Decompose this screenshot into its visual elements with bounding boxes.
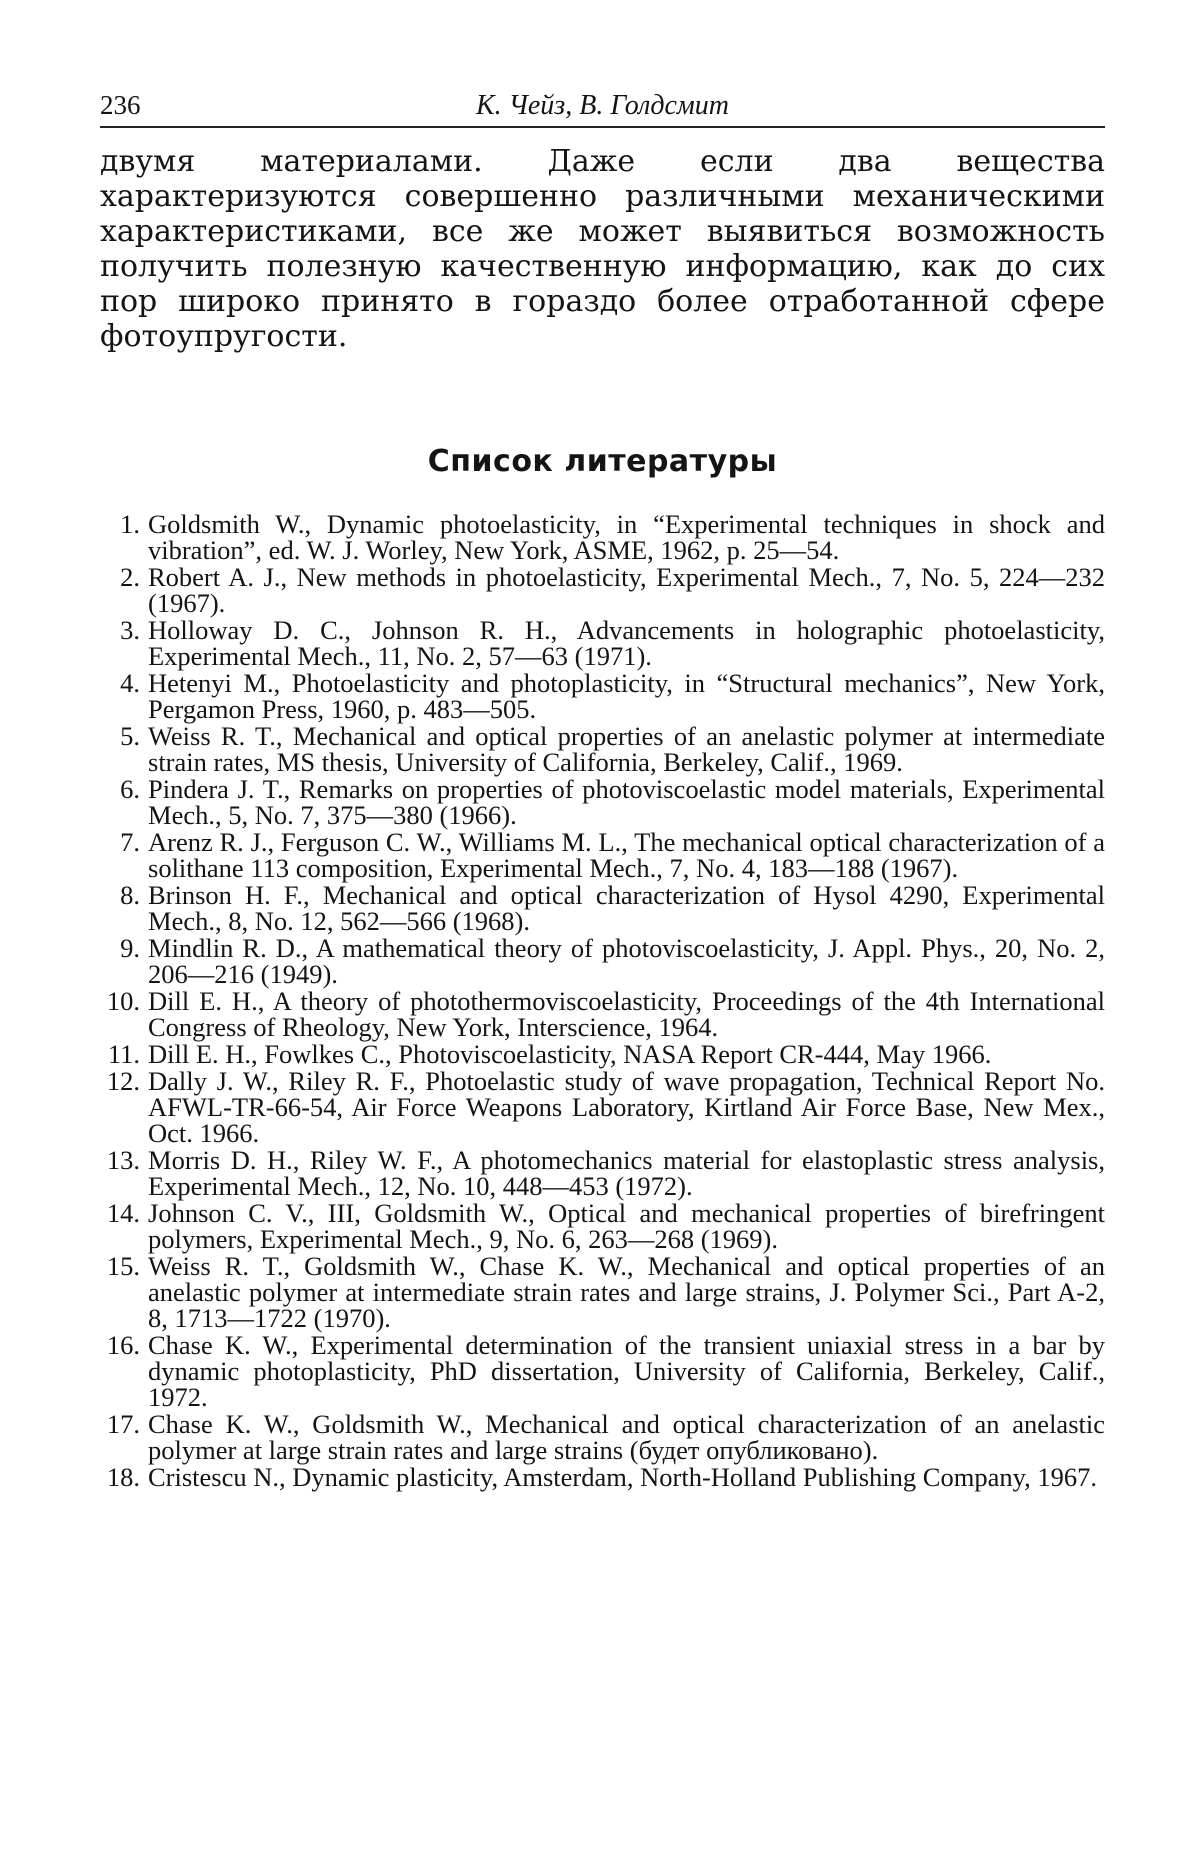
reference-text: Pindera J. T., Remarks on properties of photoviscoelastic model materials, Experimental Mech., 5, No. 7, 375—380 (1966). <box>148 774 1105 830</box>
reference-number: 6. <box>120 774 140 804</box>
reference-number: 13. <box>106 1145 140 1175</box>
reference-item <box>100 776 1105 828</box>
body-paragraph: двумя материалами. Даже если два вещества характеризуются совершенно различными механическими характеристиками, все же может выявиться возможность получить полезную качественную информацию, как до сих пор широко принято в гораздо более отработанной сфере фотоупругости. <box>100 144 1105 354</box>
reference-text: Mindlin R. D., A mathematical theory of photoviscoelasticity, J. Appl. Phys., 20, No. 2, 206—216 (1949). <box>148 933 1105 989</box>
reference-text: Goldsmith W., Dynamic photoelasticity, in “Experimental techniques in shock and vibration”, ed. W. J. Worley, New York, ASME, 1962, p. 25—54. <box>148 509 1105 565</box>
reference-number: 5. <box>120 721 140 751</box>
reference-number: 10. <box>106 986 140 1016</box>
reference-item <box>100 1068 1105 1146</box>
reference-text: Weiss R. T., Mechanical and optical properties of an anelastic polymer at intermediate strain rates, MS thesis, University of California, Berkeley, Calif., 1969. <box>148 721 1105 777</box>
reference-text: Arenz R. J., Ferguson C. W., Williams M. L., The mechanical optical characterization of a solithane 113 composition, Experimental Mech., 7, No. 4, 183—188 (1967). <box>148 827 1105 883</box>
reference-number: 7. <box>120 827 140 857</box>
reference-item <box>100 1464 1105 1490</box>
reference-text: Hetenyi M., Photoelasticity and photoplasticity, in “Structural mechanics”, New York, Pergamon Press, 1960, p. 483—505. <box>148 668 1105 724</box>
reference-text: Chase K. W., Goldsmith W., Mechanical and optical characterization of an anelastic polymer at large strain rates and large strains (будет опубликовано). <box>148 1409 1105 1465</box>
reference-text: Holloway D. C., Johnson R. H., Advancements in holographic photoelasticity, Experimental Mech., 11, No. 2, 57—63 (1971). <box>148 615 1105 671</box>
reference-text: Brinson H. F., Mechanical and optical characterization of Hysol 4290, Experimental Mech., 8, No. 12, 562—566 (1968). <box>148 880 1105 936</box>
page-header <box>100 70 1105 122</box>
reference-number: 1. <box>120 509 140 539</box>
reference-number: 14. <box>106 1198 140 1228</box>
reference-text: Chase K. W., Experimental determination of the transient uniaxial stress in a bar by dynamic photoplasticity, PhD dissertation, University of California, Berkeley, Calif., 1972. <box>148 1330 1105 1412</box>
running-head: К. Чейз, В. Голдсмит <box>475 90 729 121</box>
reference-number: 15. <box>106 1251 140 1281</box>
reference-text: Morris D. H., Riley W. F., A photomechanics material for elastoplastic stress analysis, Experimental Mech., 12, No. 10, 448—453 (1972). <box>148 1145 1105 1201</box>
reference-item <box>100 1411 1105 1463</box>
reference-item <box>100 1253 1105 1331</box>
reference-item <box>100 1200 1105 1252</box>
reference-item <box>100 829 1105 881</box>
reference-item <box>100 564 1105 616</box>
reference-number: 16. <box>106 1330 140 1360</box>
reference-item <box>100 511 1105 563</box>
header-rule <box>100 126 1105 128</box>
book-page <box>100 70 1105 1491</box>
section-title: Список литературы <box>427 444 778 479</box>
reference-number: 8. <box>120 880 140 910</box>
reference-text: Dill E. H., Fowlkes C., Photoviscoelasticity, NASA Report CR-444, May 1966. <box>148 1039 992 1069</box>
reference-number: 11. <box>107 1039 140 1069</box>
reference-number: 4. <box>120 668 140 698</box>
reference-number: 9. <box>120 933 140 963</box>
reference-number: 17. <box>106 1409 140 1439</box>
reference-number: 12. <box>106 1066 140 1096</box>
reference-item <box>100 1147 1105 1199</box>
reference-item <box>100 882 1105 934</box>
reference-item <box>100 617 1105 669</box>
reference-text: Dill E. H., A theory of photothermoviscoelasticity, Proceedings of the 4th International Congress of Rheology, New York, Interscience, 1964. <box>148 986 1105 1042</box>
reference-number: 18. <box>106 1462 140 1492</box>
reference-item <box>100 670 1105 722</box>
page-number: 236 <box>100 90 141 120</box>
reference-item <box>100 935 1105 987</box>
reference-text: Cristescu N., Dynamic plasticity, Amsterdam, North-Holland Publishing Company, 1967. <box>148 1462 1097 1492</box>
reference-text: Dally J. W., Riley R. F., Photoelastic study of wave propagation, Technical Report No. AFWL-TR-66-54, Air Force Weapons Laboratory, Kirtland Air Force Base, New Mex., Oct. 1966. <box>148 1066 1105 1148</box>
reference-item <box>100 1332 1105 1410</box>
reference-item <box>100 1041 1105 1067</box>
reference-text: Weiss R. T., Goldsmith W., Chase K. W., Mechanical and optical properties of an anelastic polymer at intermediate strain rates and large strains, J. Polymer Sci., Part A-2, 8, 1713—1722 (1970). <box>148 1251 1105 1333</box>
reference-text: Robert A. J., New methods in photoelasticity, Experimental Mech., 7, No. 5, 224—232 (1967). <box>148 562 1105 618</box>
reference-item <box>100 988 1105 1040</box>
reference-item <box>100 723 1105 775</box>
reference-number: 2. <box>120 562 140 592</box>
reference-text: Johnson C. V., III, Goldsmith W., Optical and mechanical properties of birefringent polymers, Experimental Mech., 9, No. 6, 263—268 (1969). <box>148 1198 1105 1254</box>
reference-number: 3. <box>120 615 140 645</box>
reference-list <box>100 511 1105 1490</box>
